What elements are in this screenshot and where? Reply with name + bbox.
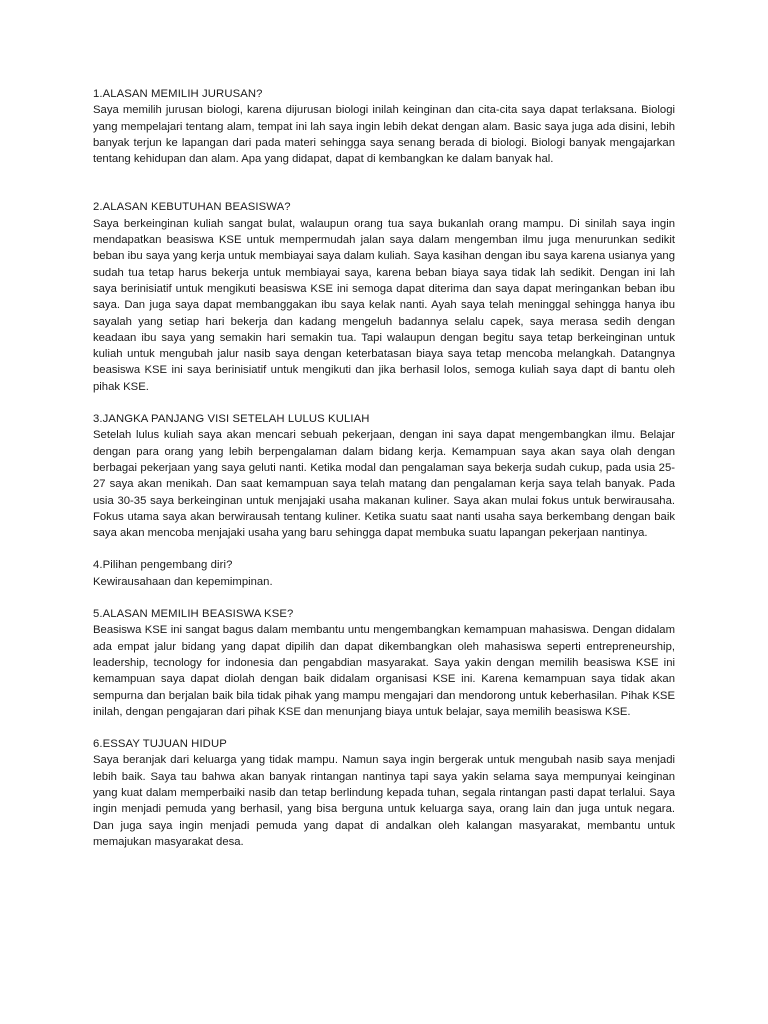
section-body: Saya berkeinginan kuliah sangat bulat, walaupun orang tua saya bukanlah orang mampu. Di sinilah saya ingin mendapatkan beasiswa KSE untuk mempermudah jalan saya dalam mengemban ilmu juga menurunkan sedikit beban ibu saya yang kerja untuk membiayai saya dalam kuliah. Saya kasihan dengan ibu saya karena usianya yang sudah tua tetap harus bekerja untuk membiayai saya, karena beban biaya saya tidak lah sedikit. Dengan ini lah saya berinisiatif untuk mengikuti beasiswa KSE ini semoga dapat diterima dan saya dapat meringankan beban ibu saya. Dan juga saya dapat membanggakan ibu saya kelak nanti. Ayah saya telah meninggal sehingga hanya ibu sayalah yang setiap hari bekerja dan kadang mengeluh badannya selalu capek, saya merasa sedih dengan keadaan ibu saya yang semakin hari semakin tua. Tapi walaupun dengan begitu saya tetap berkeinginan untuk kuliah untuk mengubah jalur nasib saya dengan keterbatasan biaya saya tetap mencoba melangkah. Datangnya beasiswa KSE ini saya berinisiatif untuk mengikuti dan jika berhasil lolos, semoga kuliah saya dapt di bantu oleh pihak KSE. bbox=[93, 217, 675, 393]
section-heading: 5.ALASAN MEMILIH BEASISWA KSE? bbox=[93, 608, 294, 621]
section-body: Beasiswa KSE ini sangat bagus dalam membantu untu mengembangkan kemampuan mahasiswa. Dengan didalam ada empat jalur bidang yang dapat dipilih dan dapat dikembangkan oleh mahasiswa seperti entrepreneurship, leadership, tecnology for indonesia dan pengabdian masyarakat. Saya yakin dengan memilih beasiswa KSE ini kemampuan saya dapat diolah dengan baik didalam organisasi KSE ini. Karena kemampuan saya tidak akan sempurna dan berjalan baik bila tidak pihak yang mampu mengajari dan mendorong untuk keberhasilan. Pihak KSE inilah, dengan pengajaran dari pihak KSE dan menunjang biaya untuk belajar, saya memilih beasiswa KSE. bbox=[93, 624, 675, 718]
section-body: Saya memilih jurusan biologi, karena dijurusan biologi inilah keinginan dan cita-cita saya dapat terlaksana. Biologi yang mempelajari tentang alam, tempat ini lah saya ingin lebih dekat dengan alam. Basic saya juga ada disini, lebih banyak terjun ke lapangan dari pada materi sehingga saya senang berada di biologi. Biologi banyak mengajarkan tentang kehidupan dan alam. Apa yang didapat, dapat di kembangkan ke dalam banyak hal. bbox=[93, 104, 675, 166]
section-heading: 2.ALASAN KEBUTUHAN BEASISWA? bbox=[93, 201, 291, 214]
section-alasan-memilih-jurusan bbox=[93, 86, 675, 167]
section-alasan-memilih-beasiswa bbox=[93, 606, 675, 720]
section-heading: 1.ALASAN MEMILIH JURUSAN? bbox=[93, 88, 263, 100]
section-body: Kewirausahaan dan kepemimpinan. bbox=[93, 575, 273, 588]
section-visi-setelah-lulus bbox=[93, 411, 675, 541]
section-heading: 4.Pilihan pengembang diri? bbox=[93, 559, 233, 572]
section-heading: 3.JANGKA PANJANG VISI SETELAH LULUS KULIAH bbox=[93, 413, 370, 426]
section-body: Setelah lulus kuliah saya akan mencari sebuah pekerjaan, dengan ini saya dapat mengembangkan ilmu. Belajar dengan para orang yang lebih berpengalaman dalam bidang kerja. Kemampuan saya akan saya olah dengan berbagai pekerjaan yang saya geluti nanti. Ketika modal dan pengalaman saya bekerja sudah cukup, pada usia 25-27 saya akan menikah. Dan saat kemampuan saya telah matang dan pengalaman kerja saya telah banyak. Pada usia 30-35 saya berkeinginan untuk menjajaki usaha makanan kuliner. Saya akan mulai fokus untuk berwirausaha. Fokus utama saya akan berwirausah tentang kuliner. Ketika suatu saat nanti usaha saya berkembang dengan baik saya akan mencoba menjajaki usaha yang baru sehingga dapat membuka suatu lapangan pekerjaan nantinya. bbox=[93, 429, 675, 540]
section-heading: 6.ESSAY TUJUAN HIDUP bbox=[93, 738, 227, 751]
section-body: Saya beranjak dari keluarga yang tidak mampu. Namun saya ingin bergerak untuk mengubah nasib saya menjadi lebih baik. Saya tau bahwa akan banyak rintangan nantinya tapi saya yakin selama saya mempunyai keinginan yang kuat dalam memperbaiki nasib dan tetap berlindung kepada tuhan, segala rintangan pasti dapat terlalui. Saya ingin menjadi pemuda yang berhasil, yang bisa berguna untuk keluarga saya, orang lain dan juga untuk negara. Dan juga saya ingin menjadi pemuda yang dapat di andalkan oleh kalangan masyarakat, membantu untuk memajukan masyarakat desa. bbox=[93, 754, 675, 848]
section-alasan-kebutuhan-beasiswa bbox=[93, 199, 675, 395]
section-essay-tujuan-hidup bbox=[93, 736, 675, 850]
essay-document bbox=[93, 86, 675, 850]
section-pilihan-pengembang-diri bbox=[93, 557, 675, 590]
